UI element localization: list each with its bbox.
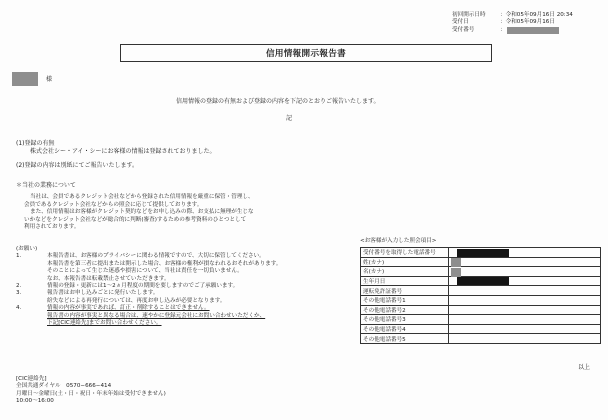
query-item-label: その他電話番号5 [361, 334, 449, 344]
query-table-row [361, 334, 601, 344]
contact-hours-time: 10:00〜16:00 [16, 398, 54, 405]
note-line [16, 276, 282, 283]
query-item-value [449, 257, 601, 267]
meta-label: 初回開示日時 [452, 12, 486, 18]
closing-text: 以上 [578, 364, 591, 371]
query-item-label: 姓(カナ) [361, 257, 449, 267]
query-item-value [449, 295, 601, 305]
note-number: 4. [16, 305, 22, 312]
note-number: 1. [16, 253, 22, 260]
note-text: 下記[CIC連絡先]までお問い合わせください。 [47, 320, 162, 327]
contact-phone: 全国共通ダイヤル 0570−666−414 [16, 383, 112, 390]
query-table-row [361, 248, 601, 258]
query-item-value [449, 315, 601, 325]
note-text: 報告書の内容が事実と異なる場合は、速やかに登録元会社にお問い合わせいただくか、 [47, 312, 266, 319]
document-title [120, 44, 492, 62]
notes-heading: (お願い) [16, 246, 38, 252]
meta-row [452, 19, 573, 26]
ki-label: 記 [286, 115, 293, 122]
section1-heading: (1)登録の有無 [16, 140, 55, 147]
section1-body: 株式会社シー・アイ・シーにお客様の情報は登録されておりました。 [30, 148, 216, 155]
note-item [16, 253, 282, 283]
note-text: 本報告書を第三者に提出または開示した場合、お客様の権利が損なわれるおそれがあります。 [47, 260, 282, 267]
query-item-label: その他電話番号3 [361, 315, 449, 325]
contact-hours-days: 月曜日〜金曜日(土・日・祝日・年末年始は受付できません) [16, 390, 166, 397]
note-item [16, 290, 282, 305]
business-line: 当社は、会員であるクレジット会社などから登録された信用情報を厳重に保管・管理し、 [30, 194, 254, 200]
query-item-value [449, 286, 601, 296]
contact-block [16, 376, 166, 406]
business-line: また、信用情報はお客様がクレジット契約などをお申し込みの際、お支払に無理が生じな [30, 209, 254, 216]
business-body [24, 194, 254, 232]
query-table-caption: <お客様が入力した照会項目> [360, 238, 437, 244]
document-title-text: 信用情報開示報告書 [265, 49, 347, 59]
section2-heading: (2)登録の内容は別紙にてご報告いたします。 [16, 162, 139, 169]
meta-value: ：令和05年09月16日 20:34 [500, 12, 573, 18]
note-text: 本報告書は、お客様のプライバシーに関わる情報ですので、大切に保管してください。 [47, 253, 265, 260]
notes-block [16, 246, 282, 327]
query-item-label: 受付番号を取得した電話番号 [361, 248, 449, 258]
meta-block [452, 12, 573, 34]
note-number: 3. [16, 290, 22, 297]
query-item-value [449, 324, 601, 334]
query-item-label: その他電話番号4 [361, 324, 449, 334]
query-item-value [449, 305, 601, 315]
addressee-name-redaction [12, 72, 38, 86]
query-item-value [449, 276, 601, 286]
business-line: いかなどをクレジット会社などが総合的に判断(審査)するための参考資料のひとつとして [24, 216, 247, 223]
business-heading: ＊当社の業務について [16, 182, 76, 189]
contact-heading: [CIC連絡先] [16, 376, 47, 382]
note-text: 情報の内容が事実であれば、訂正・削除することはできません。 [47, 305, 210, 312]
note-line [16, 313, 282, 320]
query-item-label: 生年月日 [361, 276, 449, 286]
query-table-row [361, 286, 601, 296]
note-line [16, 253, 282, 260]
note-line [16, 320, 282, 327]
note-line [16, 268, 282, 275]
note-text: 紛失などによる再発行については、再度お申し込みが必要となります。 [47, 297, 226, 304]
addressee-suffix: 様 [46, 76, 53, 83]
note-item [16, 305, 282, 327]
query-table [360, 247, 601, 344]
meta-label: 受付番号 [452, 26, 475, 33]
intro-text: 信用情報の登録の有無および登録の内容を下記のとおりご報告いたします。 [176, 98, 380, 105]
meta-row [452, 27, 573, 34]
query-item-label: 運転免許証番号 [361, 286, 449, 296]
query-item-value [449, 334, 601, 344]
query-table-row [361, 257, 601, 267]
query-table-row [361, 276, 601, 286]
meta-label: 受付日 [452, 19, 469, 26]
query-table-row [361, 267, 601, 277]
query-table-row [361, 315, 601, 325]
meta-value: ： [500, 26, 506, 33]
note-text: 情報の登録・更新には1〜2ヵ月程度の期間を要しますのでご了承願います。 [47, 283, 239, 290]
note-number: 2. [16, 283, 22, 290]
query-table-row [361, 295, 601, 305]
note-line [16, 305, 282, 312]
query-value-redaction [457, 249, 509, 257]
query-table-row [361, 324, 601, 334]
note-text: 報告書はお申し込みごとに発行いたします。 [47, 290, 159, 297]
note-text: そのことによって生じた迷惑や損害について、当社は責任を一切負いません。 [47, 268, 243, 275]
query-item-label: その他電話番号2 [361, 305, 449, 315]
query-value-redaction [457, 277, 509, 285]
note-text: なお、本報告書は転載禁止させていただきます。 [47, 275, 170, 282]
query-item-value [449, 267, 601, 277]
receipt-number-redaction [507, 27, 559, 34]
business-line: 利用されております。 [24, 224, 80, 231]
query-table-row [361, 305, 601, 315]
query-item-value [449, 248, 601, 258]
query-item-label: その他電話番号1 [361, 295, 449, 305]
business-line: 会員であるクレジット会社などからの照会に応じて提供しております。 [24, 201, 203, 208]
query-item-label: 名(カナ) [361, 267, 449, 277]
note-line [16, 290, 282, 297]
meta-value: ：令和05年09月16日 [500, 19, 555, 26]
